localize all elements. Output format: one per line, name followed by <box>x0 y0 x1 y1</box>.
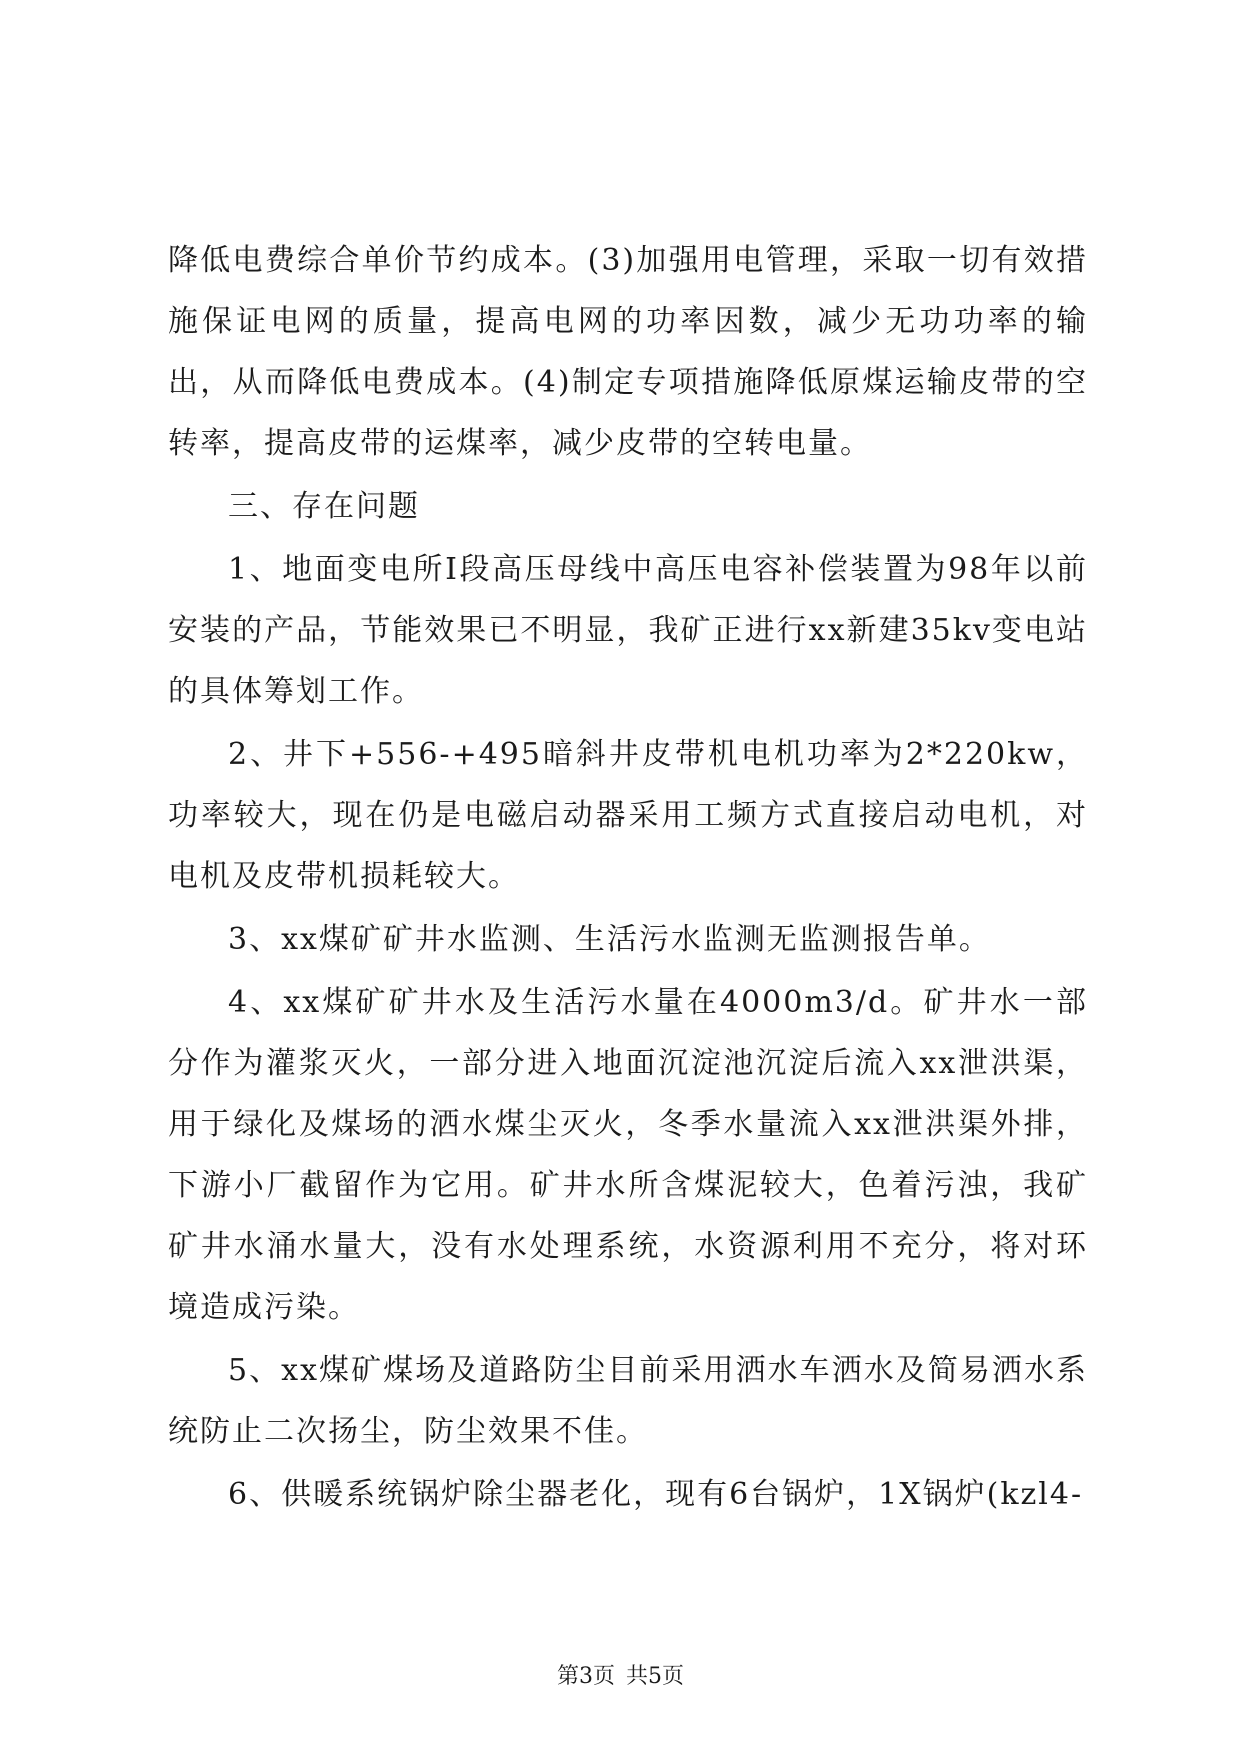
section-heading: 三、存在问题 <box>228 489 420 524</box>
document-body <box>168 230 1088 1527</box>
issue-item-4: 4、xx煤矿矿井水及生活污水量在4000m3/d。矿井水一部分作为灌浆灭火，一部分进入地面沉淀池沉淀后流入xx泄洪渠，用于绿化及煤场的洒水煤尘灭火，冬季水量流入xx泄洪渠外排，下游小厂截留作为它用。矿井水所含煤泥较大，色着污浊，我矿矿井水涌水量大，没有水处理系统，水资源利用不充分，将对环境造成污染。 <box>168 985 1088 1325</box>
issue-item-5: 5、xx煤矿煤场及道路防尘目前采用洒水车洒水及简易洒水系统防止二次扬尘，防尘效果不佳。 <box>168 1353 1088 1449</box>
page-footer <box>0 1662 1241 1692</box>
issue-item-3: 3、xx煤矿矿井水监测、生活污水监测无监测报告单。 <box>228 922 991 957</box>
page-number: 第3页 <box>557 1664 615 1689</box>
page-total: 共5页 <box>626 1664 684 1689</box>
paragraph-continuation: 降低电费综合单价节约成本。(3)加强用电管理，采取一切有效措施保证电网的质量，提高电网的功率因数，减少无功功率的输出，从而降低电费成本。(4)制定专项措施降低原煤运输皮带的空转率，提高皮带的运煤率，减少皮带的空转电量。 <box>168 243 1088 461</box>
issue-item-6: 6、供暖系统锅炉除尘器老化，现有6台锅炉，1X锅炉(kzl4- <box>228 1477 1084 1512</box>
issue-item-1: 1、地面变电所Ⅰ段高压母线中高压电容补偿装置为98年以前安装的产品，节能效果已不明显，我矿正进行xx新建35kv变电站的具体筹划工作。 <box>168 552 1088 709</box>
issue-item-2: 2、井下+556-+495暗斜井皮带机电机功率为2*220kw，功率较大，现在仍是电磁启动器采用工频方式直接启动电机，对电机及皮带机损耗较大。 <box>168 737 1088 894</box>
